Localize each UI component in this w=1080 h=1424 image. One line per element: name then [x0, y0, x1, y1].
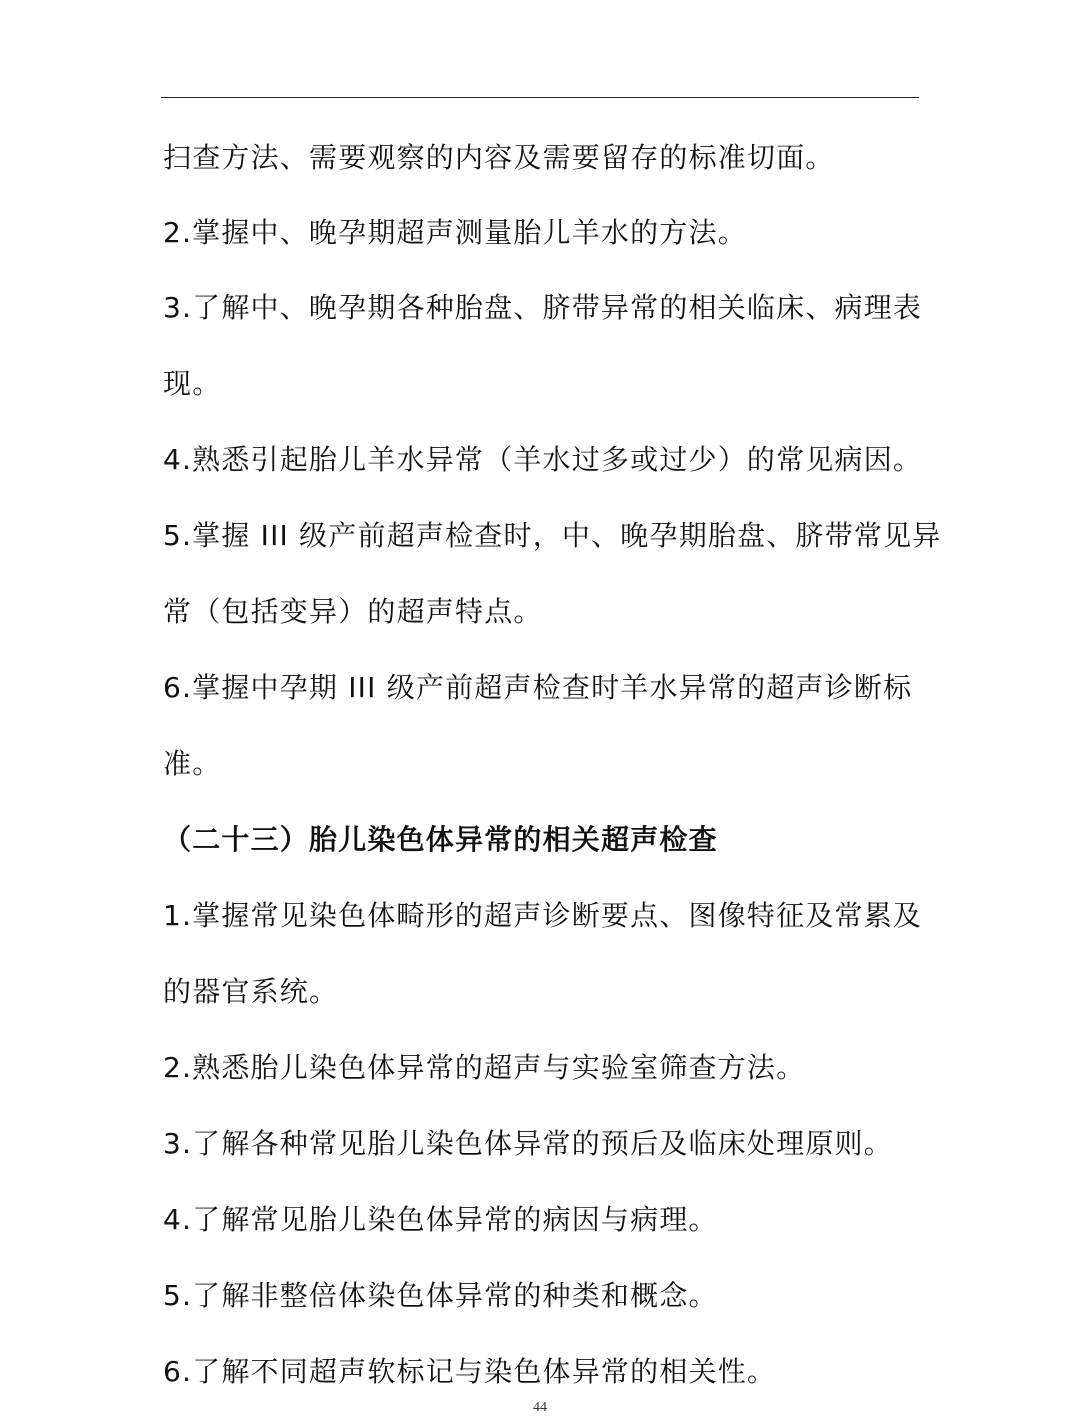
body-line: 5.掌握 III 级产前超声检查时，中、晚孕期胎盘、脐带常见异 [163, 519, 942, 552]
body-line: 5.了解非整倍体染色体异常的种类和概念。 [163, 1279, 718, 1312]
header-rule [161, 97, 919, 98]
body-line: 4.了解常见胎儿染色体异常的病因与病理。 [163, 1203, 718, 1236]
body-line: 扫查方法、需要观察的内容及需要留存的标准切面。 [163, 141, 835, 174]
body-line: 常（包括变异）的超声特点。 [163, 595, 543, 628]
body-line: 现。 [163, 367, 222, 400]
page-number: 44 [533, 1400, 547, 1415]
body-line: 6.掌握中孕期 III 级产前超声检查时羊水异常的超声诊断标 [163, 671, 913, 704]
body-line: 1.掌握常见染色体畸形的超声诊断要点、图像特征及常累及 [163, 899, 923, 932]
body-line: 准。 [163, 747, 222, 780]
section-heading: （二十三）胎儿染色体异常的相关超声检查 [163, 823, 718, 856]
body-line: 4.熟悉引起胎儿羊水异常（羊水过多或过少）的常见病因。 [163, 443, 923, 476]
body-line: 6.了解不同超声软标记与染色体异常的相关性。 [163, 1355, 777, 1388]
body-line: 3.了解中、晚孕期各种胎盘、脐带异常的相关临床、病理表 [163, 291, 923, 324]
body-line: 3.了解各种常见胎儿染色体异常的预后及临床处理原则。 [163, 1127, 893, 1160]
body-line: 2.熟悉胎儿染色体异常的超声与实验室筛查方法。 [163, 1051, 806, 1084]
body-line: 2.掌握中、晚孕期超声测量胎儿羊水的方法。 [163, 216, 747, 249]
body-line: 的器官系统。 [163, 975, 339, 1008]
